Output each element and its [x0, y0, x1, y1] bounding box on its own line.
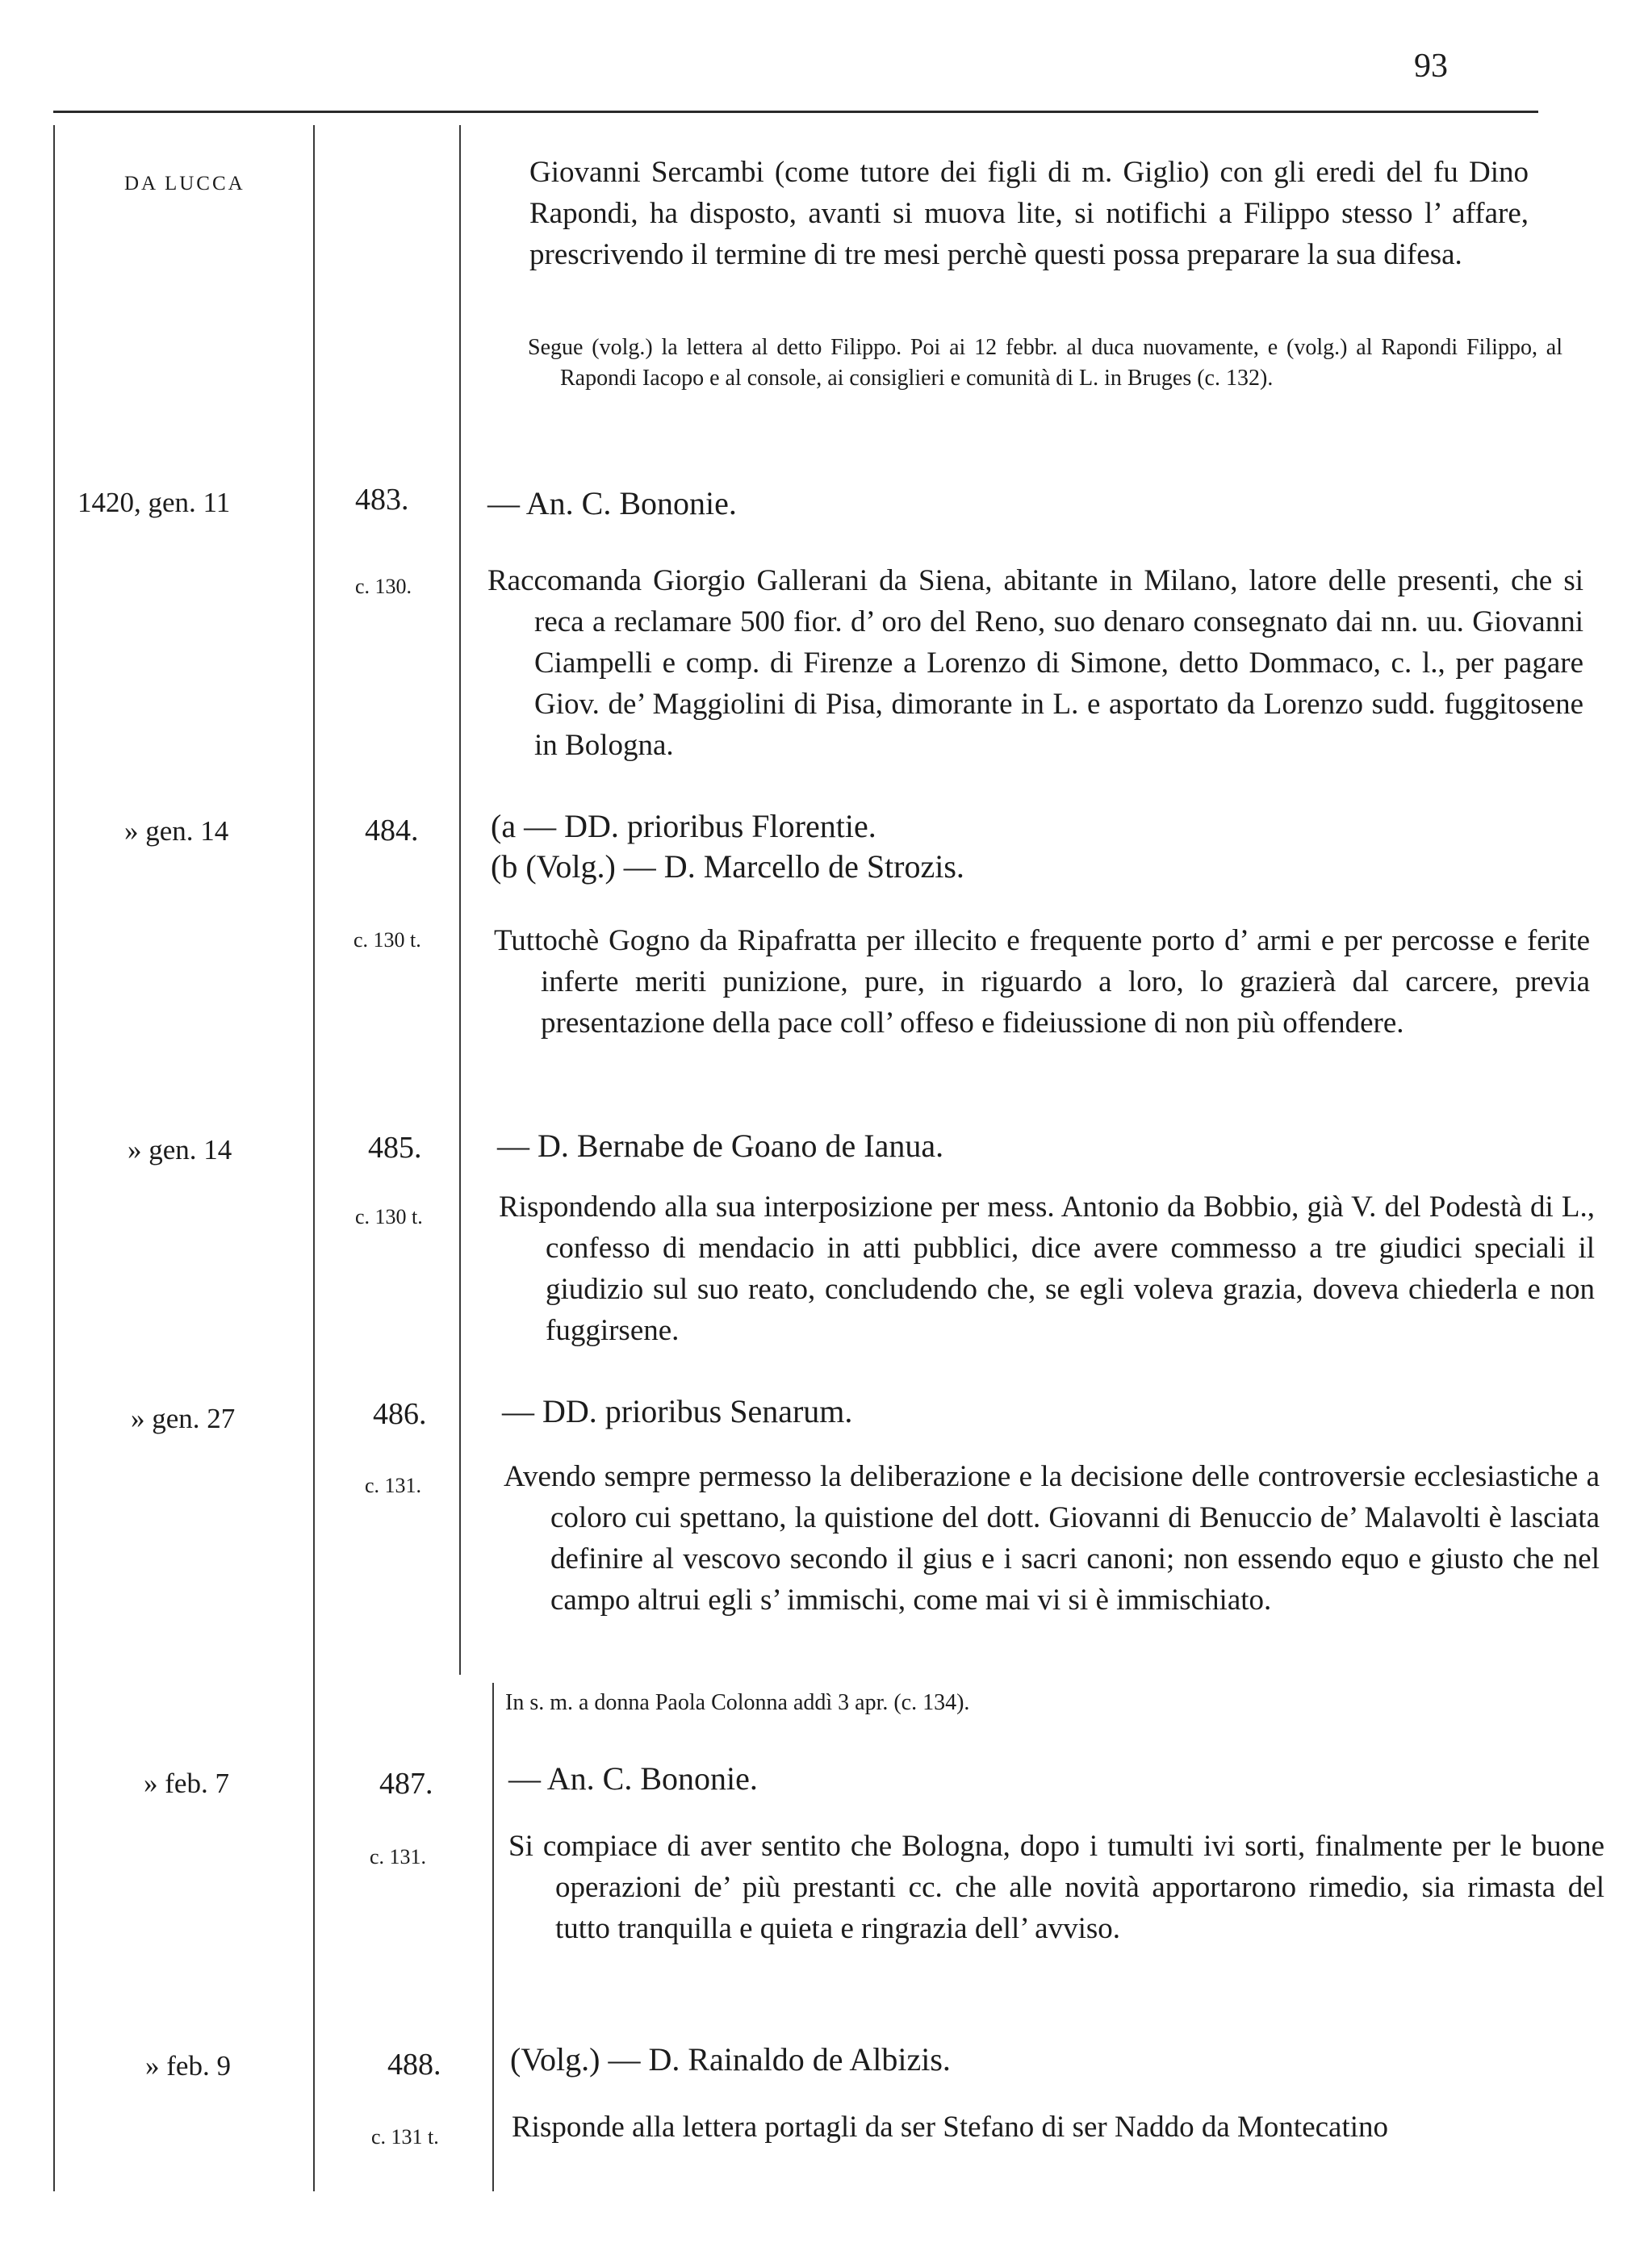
intro-text: Giovanni Sercambi (come tutore dei figli di m. Giglio) con gli eredi del fu Dino Rapondi, ha disposto, avanti si muova lite, si notifichi a Filippo stesso l’ affare, prescrivendo il termine di tre mesi perchè questi possa preparare la sua difesa. [529, 156, 1529, 271]
entry-483-address: — An. C. Bononie. [487, 485, 737, 521]
column-rule-number-lower [492, 1683, 494, 2191]
column-rule-left [53, 125, 55, 2191]
entry-484-text: Tuttochè Gogno da Ripafratta per illecito e frequente porto d’ armi e per percosse e ferite inferte meriti punizione, pure, in riguardo a loro, lo grazierà dal carcere, previa presentazione della pace coll’ offeso e fideiussione di non più offendere. [494, 924, 1590, 1040]
page-number: 93 [1414, 48, 1448, 85]
entry-483-date: 1420, gen. 11 [77, 487, 231, 518]
entry-484-number: 484. [365, 814, 419, 847]
entry-488-number: 488. [387, 2048, 441, 2082]
intro-note: Segue (volg.) la lettera al detto Filippo. Poi ai 12 febbr. al duca nuovamente, e (volg.) al Rapondi Filippo, al Rapondi Iacopo e al console, ai consiglieri e comunità di L. in Bruges (c. 132). [528, 335, 1562, 391]
entry-485-address: — D. Bernabe de Goano de Ianua. [497, 1128, 944, 1164]
entry-487-text: Si compiace di aver sentito che Bologna, dopo i tumulti ivi sorti, finalmente per le buone operazioni de’ più prestanti cc. che alle novità apportarono rimedio, sia rimasta del tutto tranquilla e quieta e ringrazia dell’ avviso. [508, 1830, 1604, 1945]
entry-485-carta: c. 130 t. [355, 1205, 423, 1228]
entry-486-date: » gen. 27 [131, 1403, 236, 1434]
entry-486-text: Avendo sempre permesso la deliberazione e la decisione delle controversie ecclesiastiche a coloro cui spettano, la quistione del dott. Giovanni di Benuccio de’ Malavolti è lasciata definire al vescovo secondo il gius e i sacri canoni; non essendo equo e giusto che nel campo altrui egli s’ immischi, come mai vi si è immischiato. [504, 1460, 1600, 1617]
header-rule [53, 111, 1538, 113]
entry-485-date: » gen. 14 [128, 1134, 232, 1165]
entry-485-text: Rispondendo alla sua interposizione per mess. Antonio da Bobbio, già V. del Podestà di L., confesso di mendacio in atti pubblici, dice avere commesso a tre giudici speciali il giudizio sul suo reato, concludendo che, se egli voleva grazia, doveva chiederla e non fuggirsene. [499, 1190, 1595, 1347]
left-heading: DA LUCCA [124, 173, 245, 195]
entry-488-carta: c. 131 t. [371, 2125, 439, 2149]
entry-486-number: 486. [373, 1397, 427, 1431]
entry-484-address-b: (b (Volg.) — D. Marcello de Strozis. [491, 848, 964, 885]
entry-486-address: — DD. prioribus Senarum. [502, 1393, 853, 1429]
entry-484-carta: c. 130 t. [353, 928, 421, 952]
column-rule-date [313, 125, 315, 2191]
entry-483-carta: c. 130. [355, 575, 412, 598]
column-rule-number [459, 125, 461, 1675]
entry-484-address-a: (a — DD. prioribus Florentie. [491, 808, 876, 844]
entry-485-number: 485. [368, 1131, 422, 1165]
entry-488-text: Risponde alla lettera portagli da ser Stefano di ser Naddo da Montecatino [512, 2111, 1389, 2144]
entry-483-text: Raccomanda Giorgio Gallerani da Siena, abitante in Milano, latore delle presenti, che si reca a reclamare 500 fior. d’ oro del Reno, suo denaro consegnato dai nn. uu. Giovanni Ciampelli e comp. di Firenze a Lorenzo di Simone, detto Dommaco, c. l., per pagare Giov. de’ Maggiolini di Pisa, dimorante in L. e asportato da Lorenzo sudd. fuggitosene in Bologna. [487, 564, 1583, 762]
entry-488-address: (Volg.) — D. Rainaldo de Albizis. [510, 2041, 951, 2078]
entry-487-number: 487. [379, 1767, 433, 1801]
entry-488-date: » feb. 9 [145, 2050, 231, 2082]
entry-486-carta: c. 131. [365, 1474, 422, 1497]
entry-486-note: In s. m. a donna Paola Colonna addì 3 apr. (c. 134). [505, 1690, 970, 1715]
entry-483-number: 483. [355, 483, 409, 517]
entry-487-date: » feb. 7 [144, 1768, 229, 1799]
entry-487-carta: c. 131. [370, 1845, 427, 1868]
entry-487-address: — An. C. Bononie. [508, 1760, 758, 1797]
entry-484-date: » gen. 14 [124, 815, 229, 847]
